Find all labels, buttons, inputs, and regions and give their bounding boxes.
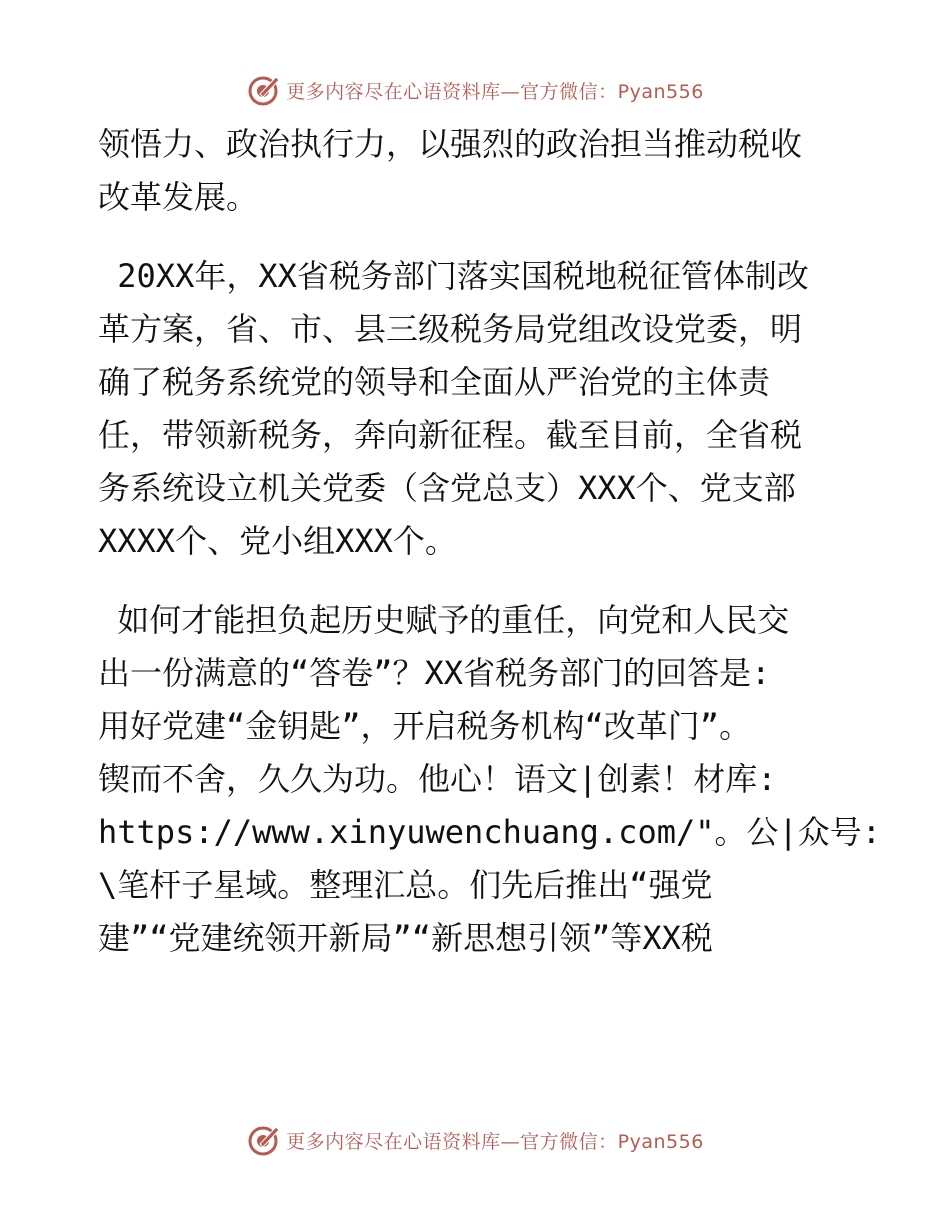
paragraph-3 [98, 594, 882, 965]
header-brand: 更多内容尽在心语资料库 [286, 80, 501, 103]
body-text [98, 118, 882, 991]
text-line: 如何才能担负起历史赋予的重任，向党和人民交 [98, 601, 790, 639]
footer-wechat: 官方微信：Pyan556 [520, 1130, 704, 1153]
text-line: 建”“党建统领开新局”“新思想引领”等XX税 [98, 919, 713, 957]
footer-banner-text [286, 1127, 704, 1154]
footer-watermark-banner [0, 1120, 950, 1160]
text-line: https://www.xinyuwenchuang.com/"。公|众号: [98, 813, 882, 851]
text-line: 改革发展。 [98, 178, 259, 216]
text-line: XXXX个、党小组XXX个。 [98, 522, 457, 560]
text-line: 用好党建“金钥匙”，开启税务机构“改革门”。 [98, 707, 752, 745]
text-line: 任，带领新税务，奔向新征程。截至目前，全省税 [98, 416, 803, 454]
text-line: \笔杆子星域。整理汇总。们先后推出“强党 [98, 866, 713, 904]
paragraph-1 [98, 118, 858, 224]
paragraph-2 [98, 250, 858, 568]
text-line: 领悟力、政治执行力，以强烈的政治担当推动税收 [98, 125, 803, 163]
header-watermark-banner [0, 70, 950, 110]
text-line: 锲而不舍，久久为功。他心！语文|创素！材库: [98, 760, 777, 798]
header-separator: — [500, 80, 521, 103]
text-line: 革方案，省、市、县三级税务局党组改设党委，明 [98, 310, 803, 348]
text-line: 务系统设立机关党委（含党总支）XXX个、党支部 [98, 469, 796, 507]
header-banner-text [286, 77, 704, 104]
pen-logo-icon [246, 1122, 282, 1158]
footer-separator: — [500, 1130, 521, 1153]
footer-brand: 更多内容尽在心语资料库 [286, 1130, 501, 1153]
pen-logo-icon [246, 72, 282, 108]
text-line: 出一份满意的“答卷”？XX省税务部门的回答是: [98, 654, 771, 692]
header-wechat: 官方微信：Pyan556 [520, 80, 704, 103]
text-line: 20XX年，XX省税务部门落实国税地税征管体制改 [98, 257, 809, 295]
text-line: 确了税务系统党的领导和全面从严治党的主体责 [98, 363, 771, 401]
